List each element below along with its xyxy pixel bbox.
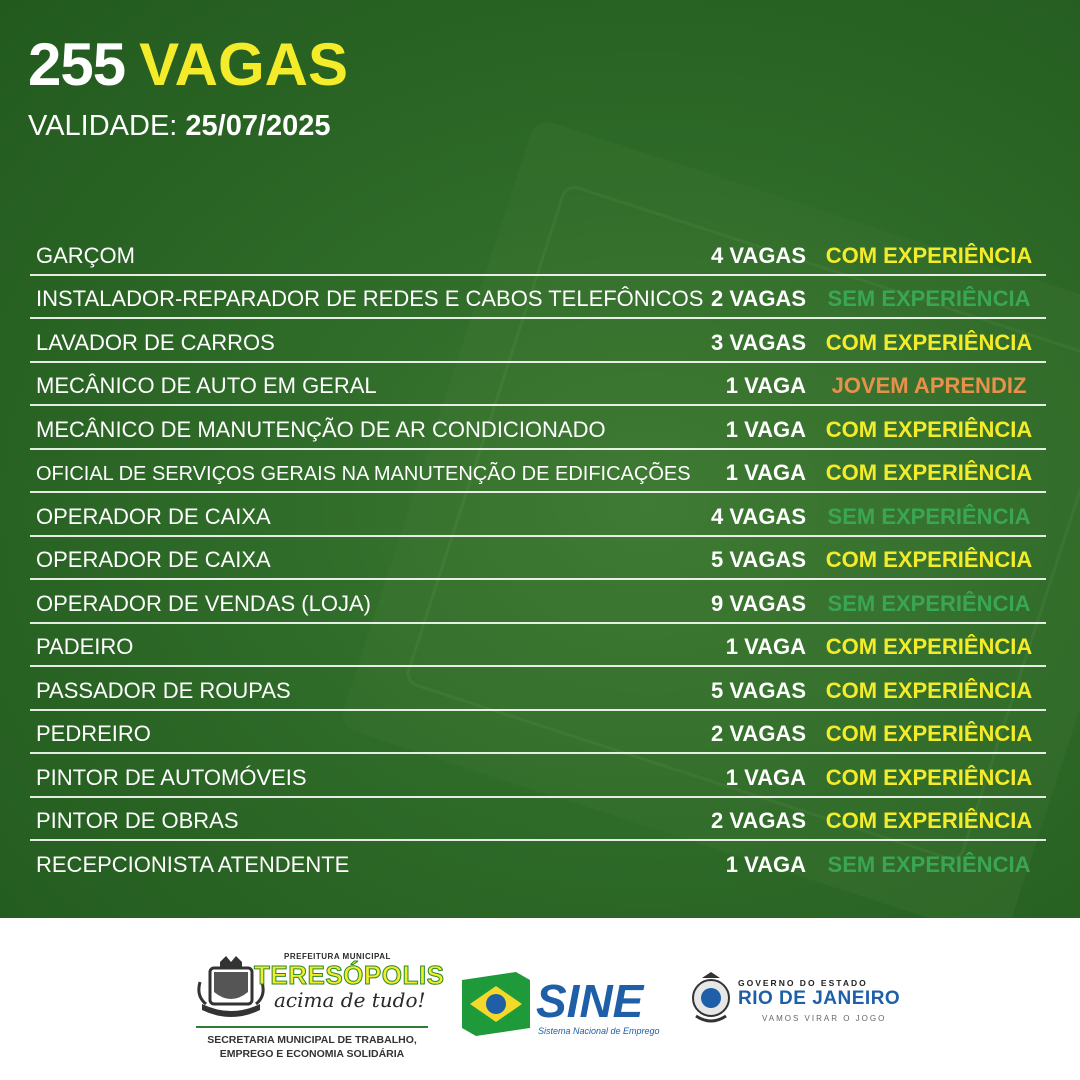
job-row	[30, 276, 1046, 320]
job-role: PINTOR DE AUTOMÓVEIS	[36, 764, 307, 790]
job-role: GARÇOM	[36, 242, 135, 268]
job-quantity: 4 VAGAS	[711, 503, 806, 529]
job-row	[30, 232, 1046, 276]
sine-name: SINE	[536, 975, 644, 1027]
job-requirement: SEM EXPERIÊNCIA	[827, 851, 1031, 877]
job-quantity: 2 VAGAS	[711, 286, 806, 311]
job-row	[30, 798, 1046, 842]
job-requirement: SEM EXPERIÊNCIA	[827, 286, 1031, 311]
validity	[28, 110, 331, 143]
job-quantity: 1 VAGA	[725, 460, 806, 485]
secretaria-line-1: SECRETARIA MUNICIPAL DE TRABALHO,	[207, 1034, 417, 1046]
divider	[196, 1026, 428, 1028]
job-quantity: 4 VAGAS	[711, 242, 806, 268]
job-quantity: 1 VAGA	[725, 764, 806, 790]
validity-label: VALIDADE:	[28, 110, 186, 142]
job-quantity: 3 VAGAS	[711, 329, 806, 355]
job-role: OPERADOR DE CAIXA	[36, 547, 271, 572]
job-requirement: SEM EXPERIÊNCIA	[827, 590, 1031, 616]
job-row	[30, 450, 1046, 494]
job-quantity: 1 VAGA	[725, 373, 806, 398]
state-motto: VAMOS VIRAR O JOGO	[762, 1014, 887, 1023]
job-list	[30, 232, 1046, 883]
sine-logo	[462, 972, 672, 1042]
job-role: OFICIAL DE SERVIÇOS GERAIS NA MANUTENÇÃO DE EDIFICAÇÕES	[36, 463, 691, 485]
job-requirement: COM EXPERIÊNCIA	[825, 764, 1033, 790]
job-role: PASSADOR DE ROUPAS	[36, 677, 291, 703]
job-role: OPERADOR DE VENDAS (LOJA)	[36, 590, 371, 616]
job-row	[30, 711, 1046, 755]
job-role: INSTALADOR-REPARADOR DE REDES E CABOS TELEFÔNICOS	[36, 286, 704, 311]
job-role: RECEPCIONISTA ATENDENTE	[36, 851, 350, 877]
secretaria-line-2: EMPREGO E ECONOMIA SOLIDÁRIA	[219, 1048, 405, 1060]
job-quantity: 1 VAGA	[725, 634, 806, 659]
job-row	[30, 667, 1046, 711]
job-role: PADEIRO	[36, 634, 134, 659]
job-row	[30, 406, 1046, 450]
teresopolis-logo	[196, 946, 445, 1066]
brazil-flag-icon	[462, 972, 530, 1036]
state-name: RIO DE JANEIRO	[738, 988, 901, 1009]
job-role: MECÂNICO DE MANUTENÇÃO DE AR CONDICIONADO	[36, 416, 606, 442]
job-requirement: COM EXPERIÊNCIA	[825, 547, 1033, 572]
headline-title: VAGAS	[139, 31, 349, 98]
job-requirement: COM EXPERIÊNCIA	[825, 329, 1033, 355]
job-requirement: COM EXPERIÊNCIA	[825, 416, 1033, 442]
rio-de-janeiro-logo	[688, 970, 908, 1034]
job-quantity: 5 VAGAS	[711, 677, 806, 703]
job-quantity: 2 VAGAS	[711, 721, 806, 746]
job-requirement: COM EXPERIÊNCIA	[825, 677, 1033, 703]
footer	[0, 918, 1080, 1080]
job-role: MECÂNICO DE AUTO EM GERAL	[36, 373, 377, 398]
job-requirement: JOVEM APRENDIZ	[831, 373, 1027, 398]
job-quantity: 1 VAGA	[725, 851, 806, 877]
prefeitura-label: PREFEITURA MUNICIPAL	[284, 952, 391, 961]
validity-date: 25/07/2025	[185, 110, 331, 142]
job-role: LAVADOR DE CARROS	[36, 329, 275, 355]
job-row	[30, 493, 1046, 537]
job-requirement: COM EXPERIÊNCIA	[825, 634, 1033, 659]
city-name: TERESÓPOLIS	[254, 960, 445, 990]
city-slogan: acima de tudo!	[274, 988, 426, 1012]
job-quantity: 1 VAGA	[725, 416, 806, 442]
job-requirement: COM EXPERIÊNCIA	[825, 242, 1033, 268]
job-requirement: COM EXPERIÊNCIA	[825, 721, 1033, 746]
headline	[28, 30, 348, 100]
job-row	[30, 624, 1046, 668]
job-quantity: 2 VAGAS	[711, 808, 806, 833]
job-requirement: SEM EXPERIÊNCIA	[827, 503, 1031, 529]
job-quantity: 9 VAGAS	[711, 590, 806, 616]
sine-subtitle: Sistema Nacional de Emprego	[538, 1026, 660, 1036]
job-role: PINTOR DE OBRAS	[36, 808, 239, 833]
job-role: PEDREIRO	[36, 721, 151, 746]
job-row	[30, 537, 1046, 581]
job-row	[30, 754, 1046, 798]
job-row	[30, 319, 1046, 363]
job-quantity: 5 VAGAS	[711, 547, 806, 572]
job-requirement: COM EXPERIÊNCIA	[825, 460, 1033, 485]
state-crest-icon	[688, 970, 734, 1028]
job-row	[30, 363, 1046, 407]
gov-label: GOVERNO DO ESTADO	[738, 978, 868, 988]
job-role: OPERADOR DE CAIXA	[36, 503, 271, 529]
job-count: 255	[28, 31, 126, 98]
job-row	[30, 580, 1046, 624]
job-requirement: COM EXPERIÊNCIA	[825, 808, 1033, 833]
job-row	[30, 841, 1046, 883]
